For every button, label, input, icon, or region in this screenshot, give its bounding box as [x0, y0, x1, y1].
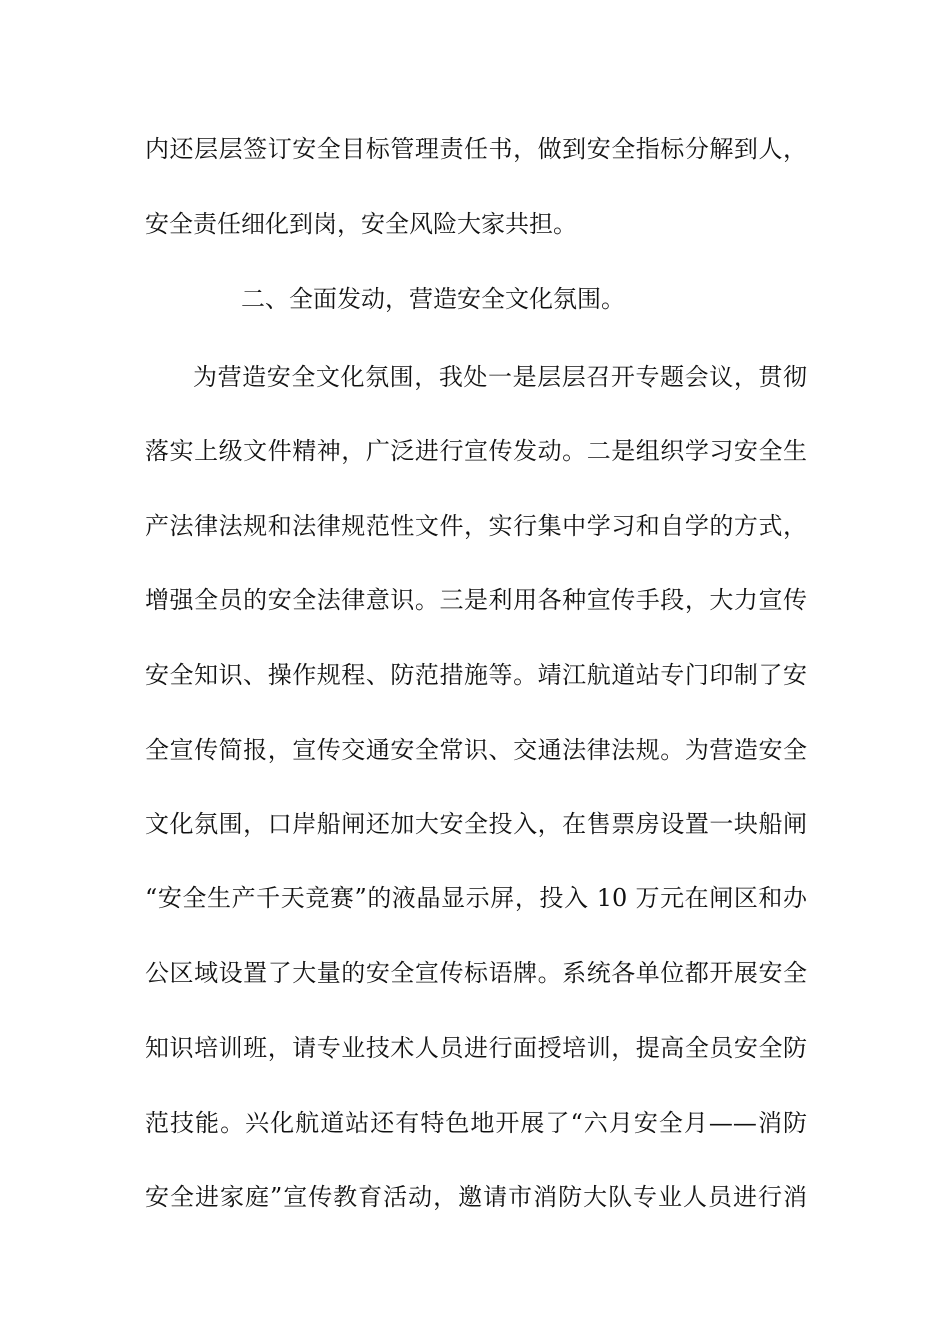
paragraph-line: 安全进家庭”宣传教育活动，邀请市消防大队专业人员进行消 — [145, 1183, 807, 1211]
paragraph-line: 落实上级文件精神，广泛进行宣传发动。二是组织学习安全生 — [145, 437, 807, 465]
paragraph-line: 为营造安全文化氛围，我处一是层层召开专题会议，贯彻 — [193, 363, 807, 391]
section-heading: 二、全面发动，营造安全文化氛围。 — [241, 285, 625, 313]
paragraph-line: 安全知识、操作规程、防范措施等。靖江航道站专门印制了安 — [145, 661, 807, 689]
paragraph-line: 公区域设置了大量的安全宣传标语牌。系统各单位都开展安全 — [145, 959, 807, 987]
paragraph-line: 产法律法规和法律规范性文件，实行集中学习和自学的方式， — [145, 512, 807, 540]
paragraph-line: 全宣传简报，宣传交通安全常识、交通法律法规。为营造安全 — [145, 736, 807, 764]
paragraph-line: 范技能。兴化航道站还有特色地开展了“六月安全月——消防 — [145, 1109, 807, 1137]
paragraph-line: 增强全员的安全法律意识。三是利用各种宣传手段，大力宣传 — [145, 586, 807, 614]
paragraph-line: “安全生产千天竞赛”的液晶显示屏，投入 10 万元在闸区和办 — [145, 884, 807, 912]
paragraph-line: 安全责任细化到岗，安全风险大家共担。 — [145, 210, 577, 238]
paragraph-line: 知识培训班，请专业技术人员进行面授培训，提高全员安全防 — [145, 1034, 807, 1062]
paragraph-line: 文化氛围，口岸船闸还加大安全投入，在售票房设置一块船闸 — [145, 810, 807, 838]
paragraph-line: 内还层层签订安全目标管理责任书，做到安全指标分解到人， — [145, 135, 807, 163]
